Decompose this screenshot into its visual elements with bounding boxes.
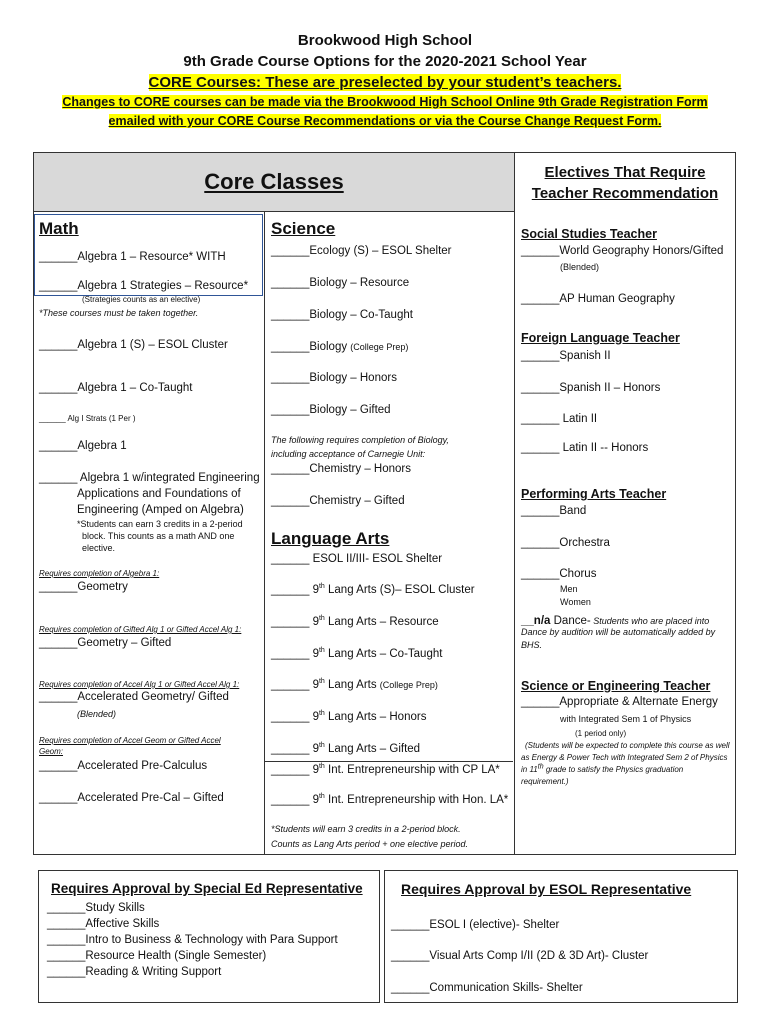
elective-latin-2-honors: ______ Latin II -- Honors [521, 442, 649, 454]
electives-header [514, 153, 735, 211]
elective-world-geography-blended: (Blended) [560, 262, 600, 272]
changes-line-2: emailed with your CORE Course Recommendations or via the Course Change Request Form. [108, 114, 662, 128]
science-bio-resource: ______Biology – Resource [271, 277, 410, 289]
science-bio-cotaught: ______Biology – Co-Taught [271, 309, 413, 321]
science-follow-note-2: including acceptance of Carnegie Unit: [271, 449, 426, 459]
elective-ae-period: (1 period only) [575, 729, 627, 738]
approval-section [38, 870, 738, 1003]
elective-ae-physics: with Integrated Sem 1 of Physics [560, 714, 692, 724]
school-name: Brookwood High School [297, 32, 473, 49]
sped-item: ______Study Skills [47, 902, 145, 914]
esol-item: ______Visual Arts Comp I/II (2D & 3D Art)- Cluster [391, 950, 649, 962]
math-alg1-resource: ______Algebra 1 – Resource* WITH [39, 251, 226, 263]
science-bio-honors: ______Biology – Honors [271, 372, 397, 384]
esol-title: Requires Approval by ESOL Representative [401, 881, 692, 897]
math-column [34, 211, 264, 854]
special-ed-box [38, 870, 380, 1003]
math-engineering-line-1: ______ Algebra 1 w/integrated Engineering [39, 472, 260, 484]
elective-dance-note-2: Dance by audition will be automatically added by [521, 627, 716, 637]
la-esol-cluster: ______ 9th Lang Arts (S)– ESOL Cluster [271, 583, 475, 596]
se-teacher-title: Science or Engineering Teacher [521, 679, 711, 693]
math-req-geom-1: Requires completion of Accel Geom or Gifted Accel [39, 736, 221, 745]
la-entrepreneurship-cp: ______ 9th Int. Entrepreneurship with CP LA* [271, 763, 500, 776]
elective-ae-note-3: in 11th grade to satisfy the Physics graduation [521, 763, 684, 774]
math-req-alg1: Requires completion of Algebra 1: [39, 569, 160, 578]
math-together-note: *These courses must be taken together. [39, 308, 199, 318]
math-alg1-cotaught: ______Algebra 1 – Co-Taught [39, 382, 193, 394]
math-alg1-strategies: ______Algebra 1 Strategies – Resource* [39, 280, 249, 292]
math-accel-geometry: ______Accelerated Geometry/ Gifted [39, 691, 229, 703]
math-alg-strats: ______ Alg I Strats (1 Per ) [39, 414, 136, 423]
core-classes-title: Core Classes [204, 169, 344, 194]
la-entrepreneurship-hon: ______ 9th Int. Entrepreneurship with Hon. LA* [271, 793, 509, 806]
math-strategies-note: (Strategies counts as an elective) [82, 295, 201, 304]
elective-ap-human-geography: ______AP Human Geography [521, 293, 675, 305]
math-alg1-esol: ______Algebra 1 (S) – ESOL Cluster [39, 339, 228, 351]
elective-dance: __n/a Dance- Students who are placed into [521, 615, 710, 627]
special-ed-title: Requires Approval by Special Ed Representative [51, 881, 363, 896]
math-alg1: ______Algebra 1 [39, 440, 127, 452]
math-credits-note-1: *Students can earn 3 credits in a 2-period [77, 519, 243, 529]
pa-teacher-title: Performing Arts Teacher [521, 487, 667, 501]
la-credits-note-1: *Students will earn 3 credits in a 2-period block. [271, 824, 461, 834]
esol-item: ______Communication Skills- Shelter [391, 982, 583, 994]
la-resource: ______ 9th Lang Arts – Resource [271, 615, 439, 628]
la-cotaught: ______ 9th Lang Arts – Co-Taught [271, 647, 443, 660]
core-notice: CORE Courses: These are preselected by your student’s teachers. [148, 74, 622, 91]
course-options-subtitle: 9th Grade Course Options for the 2020-2021 School Year [183, 53, 587, 70]
science-chem-honors: ______Chemistry – Honors [271, 463, 411, 475]
math-geometry: ______Geometry [39, 581, 128, 593]
electives-title-line-1: Electives That Require [544, 164, 706, 181]
science-title: Science [271, 219, 336, 238]
sped-item: ______Resource Health (Single Semester) [47, 950, 267, 962]
la-college-prep: ______ 9th Lang Arts (College Prep) [271, 678, 438, 691]
math-blended: (Blended) [77, 709, 117, 719]
elective-world-geography: ______World Geography Honors/Gifted [521, 245, 724, 257]
electives-column [514, 211, 735, 854]
page-header [0, 30, 770, 131]
sped-item: ______Affective Skills [47, 918, 160, 930]
elective-ae-note-1: (Students will be expected to complete this course as well [525, 741, 730, 750]
math-credits-note-3: elective. [82, 543, 116, 553]
science-ecology: ______Ecology (S) – ESOL Shelter [271, 245, 452, 257]
la-esol: ______ ESOL II/III- ESOL Shelter [271, 553, 443, 565]
elective-band: ______Band [521, 505, 587, 517]
science-follow-note-1: The following requires completion of Biology, [271, 435, 449, 445]
math-engineering-line-2: Applications and Foundations of [77, 488, 241, 500]
esol-item: ______ESOL I (elective)- Shelter [391, 919, 560, 931]
elective-alternate-energy: ______Appropriate & Alternate Energy [521, 696, 718, 708]
fl-teacher-title: Foreign Language Teacher [521, 331, 680, 345]
core-classes-header [34, 153, 514, 212]
science-bio-cp: ______Biology (College Prep) [271, 341, 409, 353]
course-table [33, 152, 736, 855]
elective-chorus: ______Chorus [521, 568, 597, 580]
elective-orchestra: ______Orchestra [521, 537, 610, 549]
elective-ae-note-4: requirement.) [521, 777, 569, 786]
math-precalc: ______Accelerated Pre-Calculus [39, 760, 208, 772]
la-credits-note-2: Counts as Lang Arts period + one elective period. [271, 839, 469, 849]
math-title: Math [39, 219, 79, 238]
math-req-gifted: Requires completion of Gifted Alg 1 or Gifted Accel Alg 1: [39, 625, 242, 634]
math-credits-note-2: block. This counts as a math AND one [82, 531, 235, 541]
sped-item: ______Intro to Business & Technology with Para Support [47, 934, 338, 946]
elective-chorus-women: Women [560, 597, 591, 607]
elective-dance-note-3: BHS. [521, 640, 543, 650]
math-precalc-gifted: ______Accelerated Pre-Cal – Gifted [39, 792, 224, 804]
math-req-accel: Requires completion of Accel Alg 1 or Gifted Accel Alg 1: [39, 680, 240, 689]
sped-item: ______Reading & Writing Support [47, 966, 222, 978]
esol-box [384, 870, 738, 1003]
math-req-geom-2: Geom: [39, 747, 64, 756]
science-bio-gifted: ______Biology – Gifted [271, 404, 391, 416]
la-title: Language Arts [271, 529, 390, 548]
changes-line-1: Changes to CORE courses can be made via the Brookwood High School Online 9th Grade Registration Form [62, 95, 708, 109]
elective-spanish-2-honors: ______Spanish II – Honors [521, 382, 661, 394]
la-honors: ______ 9th Lang Arts – Honors [271, 710, 427, 723]
elective-latin-2: ______ Latin II [521, 413, 598, 425]
math-engineering-line-3: Engineering (Amped on Algebra) [77, 504, 244, 516]
math-geometry-gifted: ______Geometry – Gifted [39, 637, 172, 649]
science-chem-gifted: ______Chemistry – Gifted [271, 495, 405, 507]
elective-spanish-2: ______Spanish II [521, 350, 611, 362]
science-la-column [264, 211, 514, 854]
la-divider [265, 761, 513, 762]
la-gifted: ______ 9th Lang Arts – Gifted [271, 742, 421, 755]
elective-ae-note-2: as Energy & Power Tech with Integrated Sem 2 of Physics [521, 753, 728, 762]
ss-teacher-title: Social Studies Teacher [521, 227, 657, 241]
elective-chorus-men: Men [560, 584, 578, 594]
electives-title-line-2: Teacher Recommendation [531, 185, 719, 202]
